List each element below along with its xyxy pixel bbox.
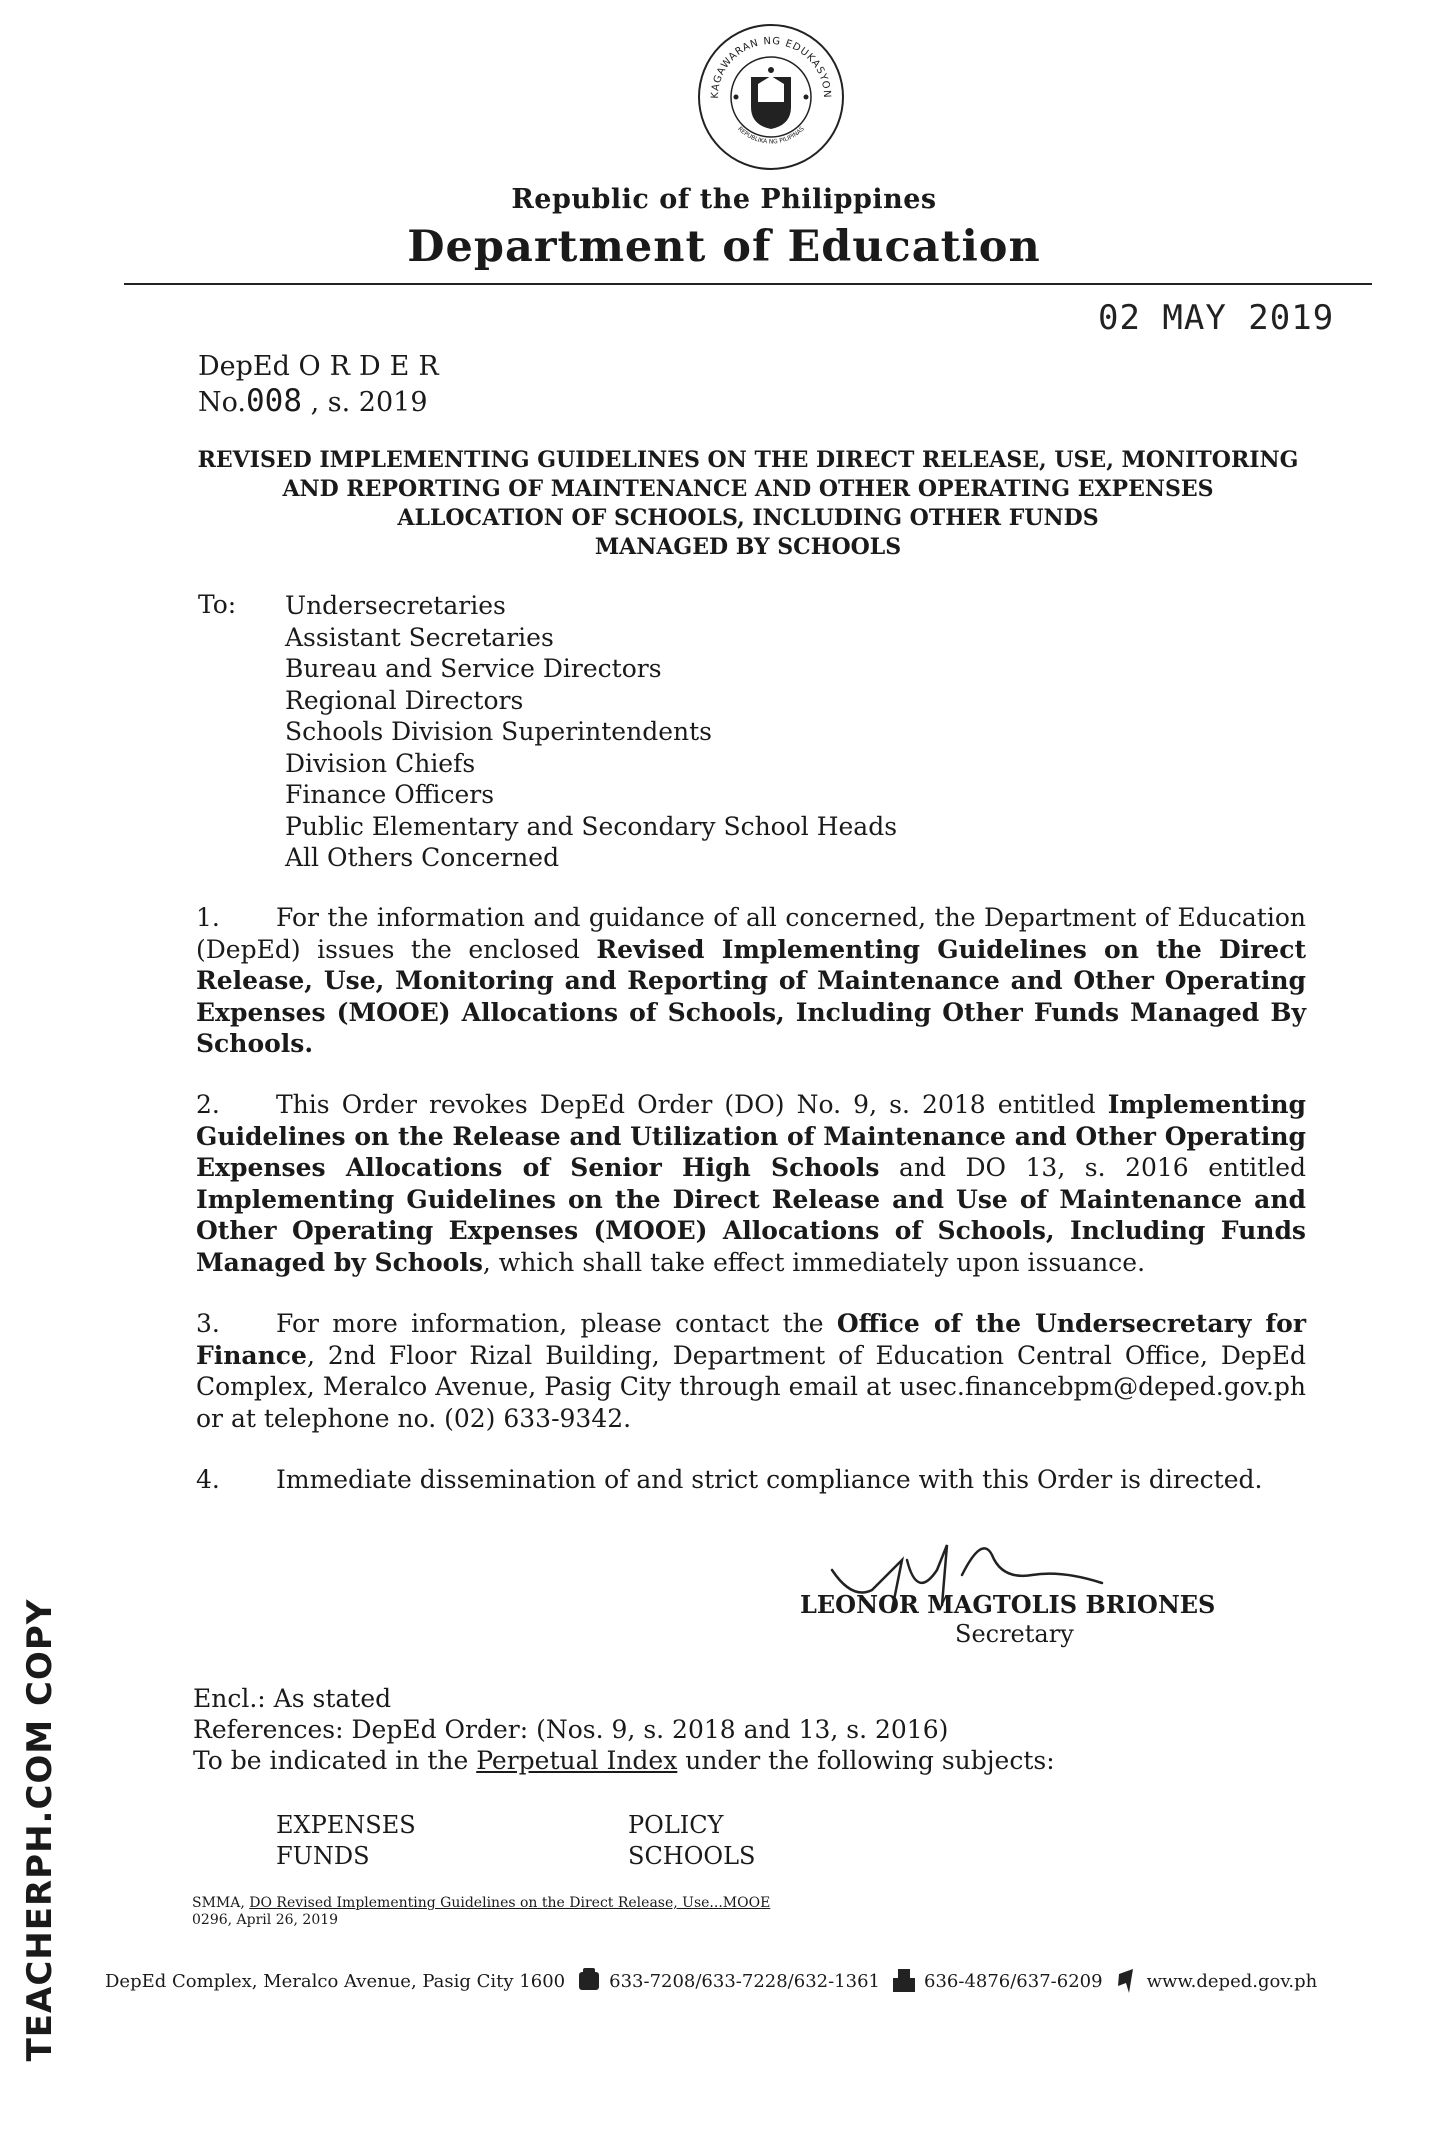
- svg-text:REPUBLIKA NG PILIPINAS: REPUBLIKA NG PILIPINAS: [736, 125, 806, 146]
- paragraph-1: [196, 902, 1306, 1060]
- footer-address: DepEd Complex, Meralco Avenue, Pasig City 1600: [105, 1970, 566, 1992]
- paragraph-number: 4.: [196, 1465, 220, 1494]
- footer-fax: 636-4876/637-6209: [924, 1970, 1103, 1992]
- smma-prefix: SMMA,: [192, 1895, 250, 1911]
- subject-item: POLICY: [628, 1811, 724, 1839]
- order-series: , s. 2019: [310, 387, 428, 418]
- paragraph-number: 3.: [196, 1309, 220, 1338]
- order-no-value: 008: [246, 383, 302, 419]
- paragraph-text: and DO 13, s. 2016 entitled: [879, 1153, 1306, 1182]
- order-title: [188, 446, 1308, 562]
- recipient: Division Chiefs: [285, 748, 476, 778]
- globe-icon: [1113, 1966, 1141, 1996]
- recipient: Finance Officers: [285, 780, 495, 809]
- header-rule: [124, 283, 1372, 285]
- footer-phone: 633-7208/633-7228/632-1361: [609, 1970, 880, 1992]
- order-no-prefix: No.: [198, 387, 246, 418]
- date-stamp: 02 MAY 2019: [1098, 298, 1335, 338]
- subjects-column-2: [628, 1810, 755, 1872]
- paragraph-text: , 2nd Floor Rizal Building, Department of Education Central Office, DepEd Complex, Meralco Avenue, Pasig City through email at usec.financebpm@deped.gov.ph or at telephone no. (02) 633-9342.: [196, 1340, 1306, 1433]
- recipient: All Others Concerned: [285, 843, 560, 872]
- paragraph-2: [196, 1089, 1306, 1278]
- signatory-name: LEONOR MAGTOLIS BRIONES: [800, 1590, 1216, 1619]
- document-reference: [192, 1895, 770, 1929]
- perpetual-text: To be indicated in the: [193, 1746, 477, 1775]
- signatory-title: Secretary: [955, 1620, 1074, 1648]
- title-line: ALLOCATION OF SCHOOLS, INCLUDING OTHER FUNDS: [397, 505, 1099, 531]
- smma-ref: 0296, April 26, 2019: [192, 1912, 339, 1928]
- paragraph-text: , which shall take effect immediately upon issuance.: [482, 1247, 1146, 1277]
- paragraph-bold: Implementing Guidelines on the Release and Utilization of Maintenance and Other Operating Expenses Allocations of Senior High Schools: [196, 1090, 1306, 1182]
- paragraph-bold: Implementing Guidelines on the Direct Release and Use of Maintenance and Other Operating Expenses (MOOE) Allocations of Schools, Including Funds Managed by Schools: [196, 1184, 1306, 1277]
- to-label: To:: [198, 590, 237, 619]
- title-line: REVISED IMPLEMENTING GUIDELINES ON THE DIRECT RELEASE, USE, MONITORING: [197, 447, 1299, 473]
- fax-icon: [890, 1966, 918, 1996]
- paragraph-text: Immediate dissemination of and strict compliance with this Order is directed.: [276, 1465, 1263, 1494]
- perpetual-index-note: [193, 1745, 1055, 1777]
- paragraph-3: [196, 1308, 1306, 1434]
- watermark: TEACHERPH.COM COPY: [20, 1598, 60, 2062]
- subject-item: SCHOOLS: [628, 1842, 756, 1870]
- subject-item: EXPENSES: [276, 1811, 416, 1839]
- smma-title: DO Revised Implementing Guidelines on the Direct Release, Use...MOOE: [249, 1895, 771, 1911]
- order-word: ORDER: [298, 351, 448, 382]
- enclosure-note: Encl.: As stated: [193, 1684, 392, 1713]
- recipient: Undersecretaries: [285, 591, 506, 620]
- references-note: References: DepEd Order: (Nos. 9, s. 2018 and 13, s. 2016): [193, 1715, 949, 1744]
- perpetual-index-link: Perpetual Index: [476, 1746, 678, 1775]
- svg-text:KAGAWARAN NG EDUKASYON: KAGAWARAN NG EDUKASYON: [709, 35, 833, 99]
- footer-website: www.deped.gov.ph: [1146, 1970, 1318, 1992]
- order-prefix: DepEd: [198, 351, 290, 382]
- paragraph-number: 1.: [196, 903, 220, 932]
- telephone-icon: [575, 1966, 603, 1996]
- recipient: Public Elementary and Secondary School Heads: [285, 811, 898, 841]
- paragraph-bold: Revised Implementing Guidelines on the Direct Release, Use, Monitoring and Reporting of Maintenance and Other Operating Expenses (MOOE) Allocations of Schools, Including Other Funds Managed By Schools.: [196, 934, 1306, 1058]
- paragraph-4: [196, 1464, 1306, 1496]
- order-label: [198, 350, 448, 384]
- title-line: MANAGED BY SCHOOLS: [594, 534, 902, 560]
- recipient: Bureau and Service Directors: [285, 654, 662, 683]
- subjects-column-1: [276, 1810, 416, 1872]
- republic-heading: Republic of the Philippines: [511, 184, 937, 215]
- subject-item: FUNDS: [276, 1842, 370, 1870]
- order-number: [198, 384, 428, 420]
- paragraph-number: 2.: [196, 1090, 220, 1119]
- paragraph-text: For more information, please contact the: [276, 1309, 837, 1338]
- title-line: AND REPORTING OF MAINTENANCE AND OTHER OPERATING EXPENSES: [282, 476, 1214, 502]
- perpetual-text: under the following subjects:: [677, 1746, 1055, 1775]
- paragraph-bold: Office of the Undersecretary for Finance: [196, 1309, 1307, 1370]
- recipient: Schools Division Superintendents: [285, 717, 712, 746]
- recipient: Regional Directors: [285, 685, 524, 715]
- paragraph-text: For the information and guidance of all concerned, the Department of Education (DepEd) issues the enclosed: [196, 903, 1306, 964]
- paragraph-text: This Order revokes DepEd Order (DO) No. 9, s. 2018 entitled: [276, 1090, 1108, 1119]
- department-heading: Department of Education: [407, 222, 1041, 272]
- recipient-list: [285, 590, 897, 874]
- recipient: Assistant Secretaries: [285, 622, 554, 652]
- deped-seal: [696, 22, 846, 172]
- footer: [105, 1966, 1395, 1996]
